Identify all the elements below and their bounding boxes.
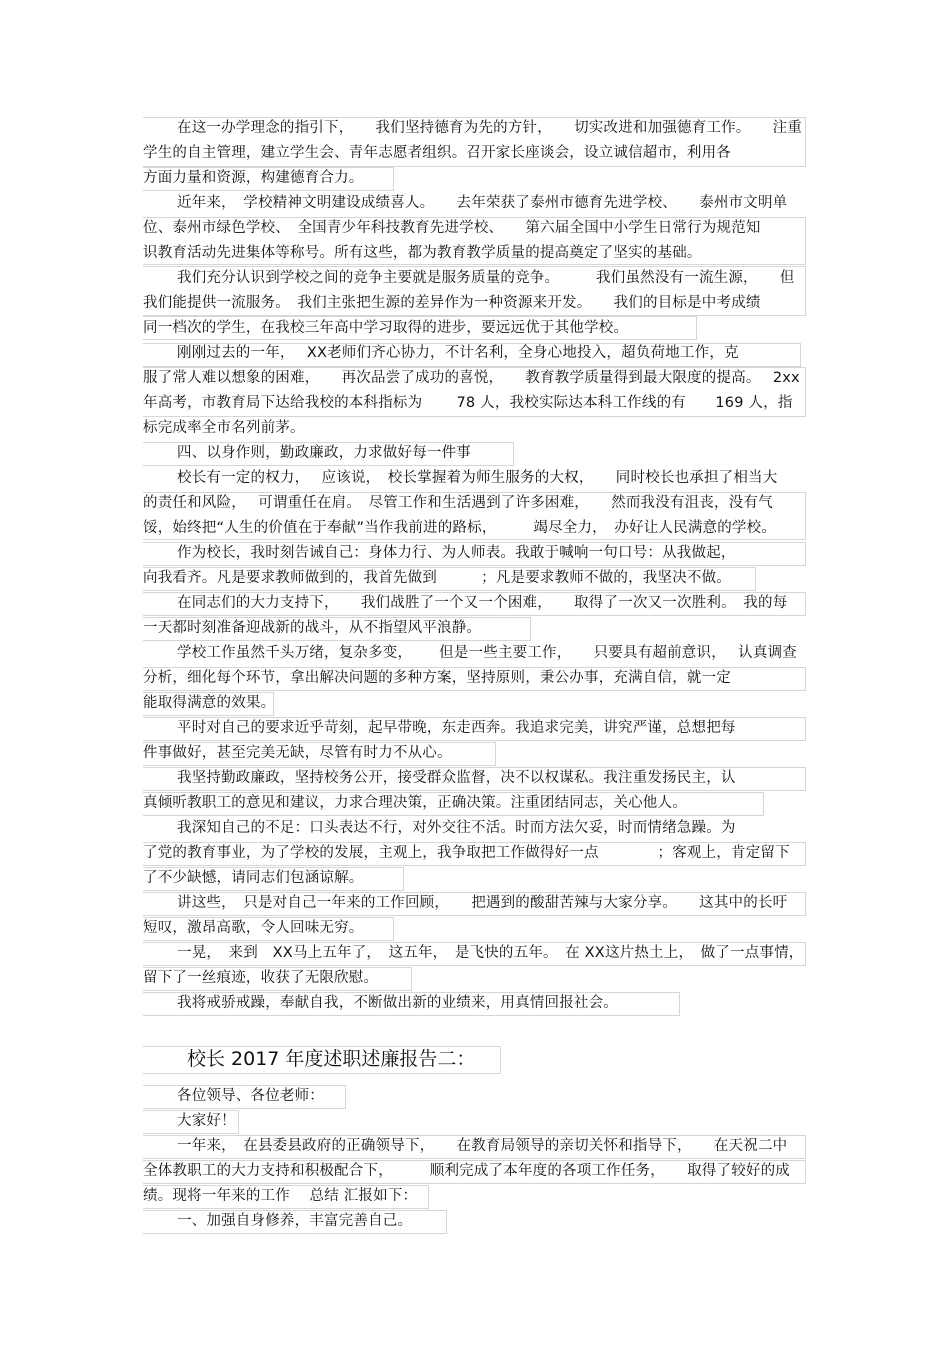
section-heading: 一、加强自身修养，丰富完善自己。 bbox=[177, 1213, 413, 1229]
text-line: 服了常人难以想象的困难， 再次品尝了成功的喜悦， 教育教学质量得到最大限度的提高。 2xx bbox=[143, 370, 800, 386]
text-line: 方面力量和资源，构建德育合力。 bbox=[143, 170, 364, 186]
text-line: 我们充分认识到学校之间的竞争主要就是服务质量的竞争。 我们虽然没有一流生源， 但 bbox=[177, 270, 795, 286]
text-line: 短叹，激昂高歌，令人回味无穷。 bbox=[143, 920, 364, 936]
text-line: 向我看齐。凡是要求教师做到的，我首先做到 ；凡是要求教师不做的，我坚决不做。 bbox=[143, 570, 731, 586]
text-line: 分析，细化每个环节，拿出解决问题的多种方案，坚持原则，秉公办事，充满自信，就一定 bbox=[143, 670, 731, 686]
text-line: 一晃， 来到 XX马上五年了， 这五年， 是飞快的五年。 在 XX这片热土上， 做了一点事情， bbox=[177, 945, 804, 961]
text-line: 刚刚过去的一年， XX老师们齐心协力，不计名利，全身心地投入，超负荷地工作，克 bbox=[177, 345, 739, 361]
text-line: 同一档次的学生，在我校三年高中学习取得的进步，要远远优于其他学校。 bbox=[143, 320, 629, 336]
text-line: 绩。现将一年来的工作 总结 汇报如下： bbox=[143, 1188, 418, 1204]
section-heading: 四、以身作则，勤政廉政，力求做好每一件事 bbox=[177, 445, 471, 461]
greeting: 大家好！ bbox=[177, 1113, 236, 1129]
text-line: 我坚持勤政廉政，坚持校务公开，接受群众监督，决不以权谋私。我注重发扬民主，认 bbox=[177, 770, 736, 786]
text-line: 校长有一定的权力， 应该说， 校长掌握着为师生服务的大权， 同时校长也承担了相当大 bbox=[177, 470, 778, 486]
text-line: 一年来， 在县委县政府的正确领导下， 在教育局领导的亲切关怀和指导下， 在天祝二中 bbox=[177, 1138, 788, 1154]
salutation: 各位领导、各位老师： bbox=[177, 1088, 324, 1104]
text-line: 了不少缺憾，请同志们包涵谅解。 bbox=[143, 870, 364, 886]
text-line: 我将戒骄戒躁，奉献自我，不断做出新的业绩来，用真情回报社会。 bbox=[177, 995, 618, 1011]
text-line: 馁，始终把“人生的价值在于奉献”当作我前进的路标， 竭尽全力， 办好让人民满意的学校。 bbox=[143, 520, 777, 536]
text-line: 学生的自主管理，建立学生会、青年志愿者组织。召开家长座谈会，设立诚信超市，利用各 bbox=[143, 145, 731, 161]
text-line: 了党的教育事业，为了学校的发展，主观上，我争取把工作做得好一点 ；客观上，肯定留下 bbox=[143, 845, 790, 861]
text-line: 件事做好，甚至完美无缺，尽管有时力不从心。 bbox=[143, 745, 452, 761]
report-title: 校长 2017 年度述职述廉报告二： bbox=[187, 1048, 476, 1070]
text-line: 我们能提供一流服务。 我们主张把生源的差异作为一种资源来开发。 我们的目标是中考成绩 bbox=[143, 295, 761, 311]
text-line: 学校工作虽然千头万绪，复杂多变， 但是一些主要工作， 只要具有超前意识， 认真调查 bbox=[177, 645, 797, 661]
text-line: 留下了一丝痕迹，收获了无限欣慰。 bbox=[143, 970, 379, 986]
text-line: 在这一办学理念的指引下， 我们坚持德育为先的方针， 切实改进和加强德育工作。 注重 bbox=[177, 120, 803, 136]
text-line: 一天都时刻准备迎战新的战斗，从不指望风平浪静。 bbox=[143, 620, 482, 636]
text-line: 全体教职工的大力支持和积极配合下， 顺利完成了本年度的各项工作任务， 取得了较好的成 bbox=[143, 1163, 790, 1179]
text-line: 真倾听教职工的意见和建议，力求合理决策，正确决策。注重团结同志，关心他人。 bbox=[143, 795, 687, 811]
text-line: 年高考，市教育局下达给我校的本科指标为 78 人，我校实际达本科工作线的有 169 人，指 bbox=[143, 395, 793, 411]
text-line: 作为校长，我时刻告诫自己：身体力行、为人师表。我敢于喊响一句口号：从我做起， bbox=[177, 545, 736, 561]
text-line: 平时对自己的要求近乎苛刻，起早带晚，东走西奔。我追求完美，讲究严谨，总想把每 bbox=[177, 720, 736, 736]
text-line: 近年来， 学校精神文明建设成绩喜人。 去年荣获了泰州市德育先进学校、 泰州市文明单 bbox=[177, 195, 788, 211]
text-line: 讲这些， 只是对自己一年来的工作回顾， 把遇到的酸甜苦辣与大家分享。 这其中的长吁 bbox=[177, 895, 788, 911]
text-line: 在同志们的大力支持下， 我们战胜了一个又一个困难， 取得了一次又一次胜利。 我的每 bbox=[177, 595, 788, 611]
text-line: 我深知自己的不足：口头表达不行，对外交往不活。时而方法欠妥，时而情绪急躁。为 bbox=[177, 820, 736, 836]
text-line: 的责任和风险， 可谓重任在肩。 尽管工作和生活遇到了许多困难， 然而我没有沮丧，没有气 bbox=[143, 495, 773, 511]
text-line: 能取得满意的效果。 bbox=[143, 695, 276, 711]
text-line: 位、泰州市绿色学校、 全国青少年科技教育先进学校、 第六届全国中小学生日常行为规范知 bbox=[143, 220, 761, 236]
text-line: 识教育活动先进集体等称号。所有这些，都为教育教学质量的提高奠定了坚实的基础。 bbox=[143, 245, 702, 261]
text-line: 标完成率全市名列前茅。 bbox=[143, 420, 305, 436]
